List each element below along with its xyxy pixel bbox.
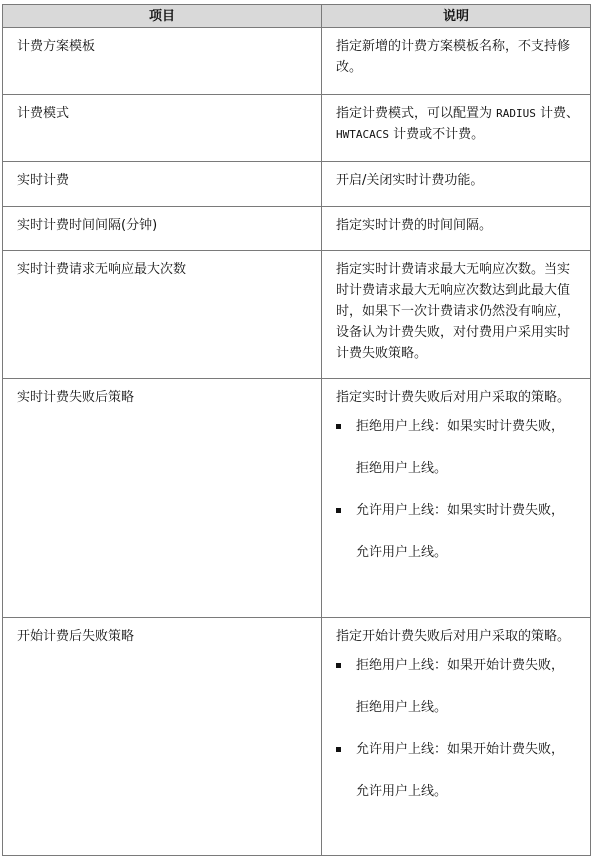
description-cell: [322, 379, 591, 618]
item-cell: 实时计费时间间隔(分钟): [3, 207, 322, 251]
option-item: [336, 739, 580, 802]
bullet-icon: [336, 424, 341, 429]
description-cell: 开启/关闭实时计费功能。: [322, 162, 591, 207]
description-cell: 指定实时计费请求最大无响应次数。当实时计费请求最大无响应次数达到此最大值时，如果下一次计费请求仍然没有响应，设备认为计费失败，对付费用户采用实时计费失败策略。: [322, 251, 591, 379]
bullet-icon: [336, 747, 341, 752]
table-row: [3, 28, 591, 95]
column-header-description: 说明: [322, 5, 591, 28]
option-text: 拒绝用户上线。: [356, 700, 448, 715]
item-cell: 计费模式: [3, 95, 322, 162]
description-text: 计费或不计费。: [393, 127, 485, 142]
option-item: [336, 655, 580, 718]
table-row: [3, 379, 591, 618]
description-cell: 指定新增的计费方案模板名称，不支持修改。: [322, 28, 591, 95]
item-cell: 实时计费失败后策略: [3, 379, 322, 618]
table-row: [3, 95, 591, 162]
option-item: [336, 416, 580, 479]
option-text: 允许用户上线。: [356, 545, 448, 560]
table-row: [3, 251, 591, 379]
table-header-row: [3, 5, 591, 28]
bullet-icon: [336, 663, 341, 668]
description-term: RADIUS: [496, 107, 536, 120]
table-row: [3, 162, 591, 207]
option-text: 允许用户上线。: [356, 784, 448, 799]
item-cell: 实时计费请求无响应最大次数: [3, 251, 322, 379]
option-text: 允许用户上线：如果实时计费失败，: [356, 503, 565, 518]
column-header-item: 项目: [3, 5, 322, 28]
item-cell: 开始计费后失败策略: [3, 618, 322, 856]
item-cell: 计费方案模板: [3, 28, 322, 95]
table-row: [3, 618, 591, 856]
option-item: [336, 500, 580, 563]
description-cell: 指定实时计费的时间间隔。: [322, 207, 591, 251]
description-text: 指定开始计费失败后对用户采取的策略。: [336, 629, 571, 644]
option-text: 拒绝用户上线。: [356, 461, 448, 476]
table-row: [3, 207, 591, 251]
description-text: 计费、: [540, 106, 580, 121]
description-cell: [322, 95, 591, 162]
parameter-table: [2, 4, 591, 856]
description-text: 指定计费模式，可以配置为: [336, 106, 493, 121]
option-text: 允许用户上线：如果开始计费失败，: [356, 742, 565, 757]
description-text: 指定实时计费失败后对用户采取的策略。: [336, 390, 571, 405]
item-cell: 实时计费: [3, 162, 322, 207]
option-text: 拒绝用户上线：如果实时计费失败，: [356, 419, 565, 434]
bullet-icon: [336, 508, 341, 513]
option-text: 拒绝用户上线：如果开始计费失败，: [356, 658, 565, 673]
description-term: HWTACACS: [336, 128, 389, 141]
description-cell: [322, 618, 591, 856]
